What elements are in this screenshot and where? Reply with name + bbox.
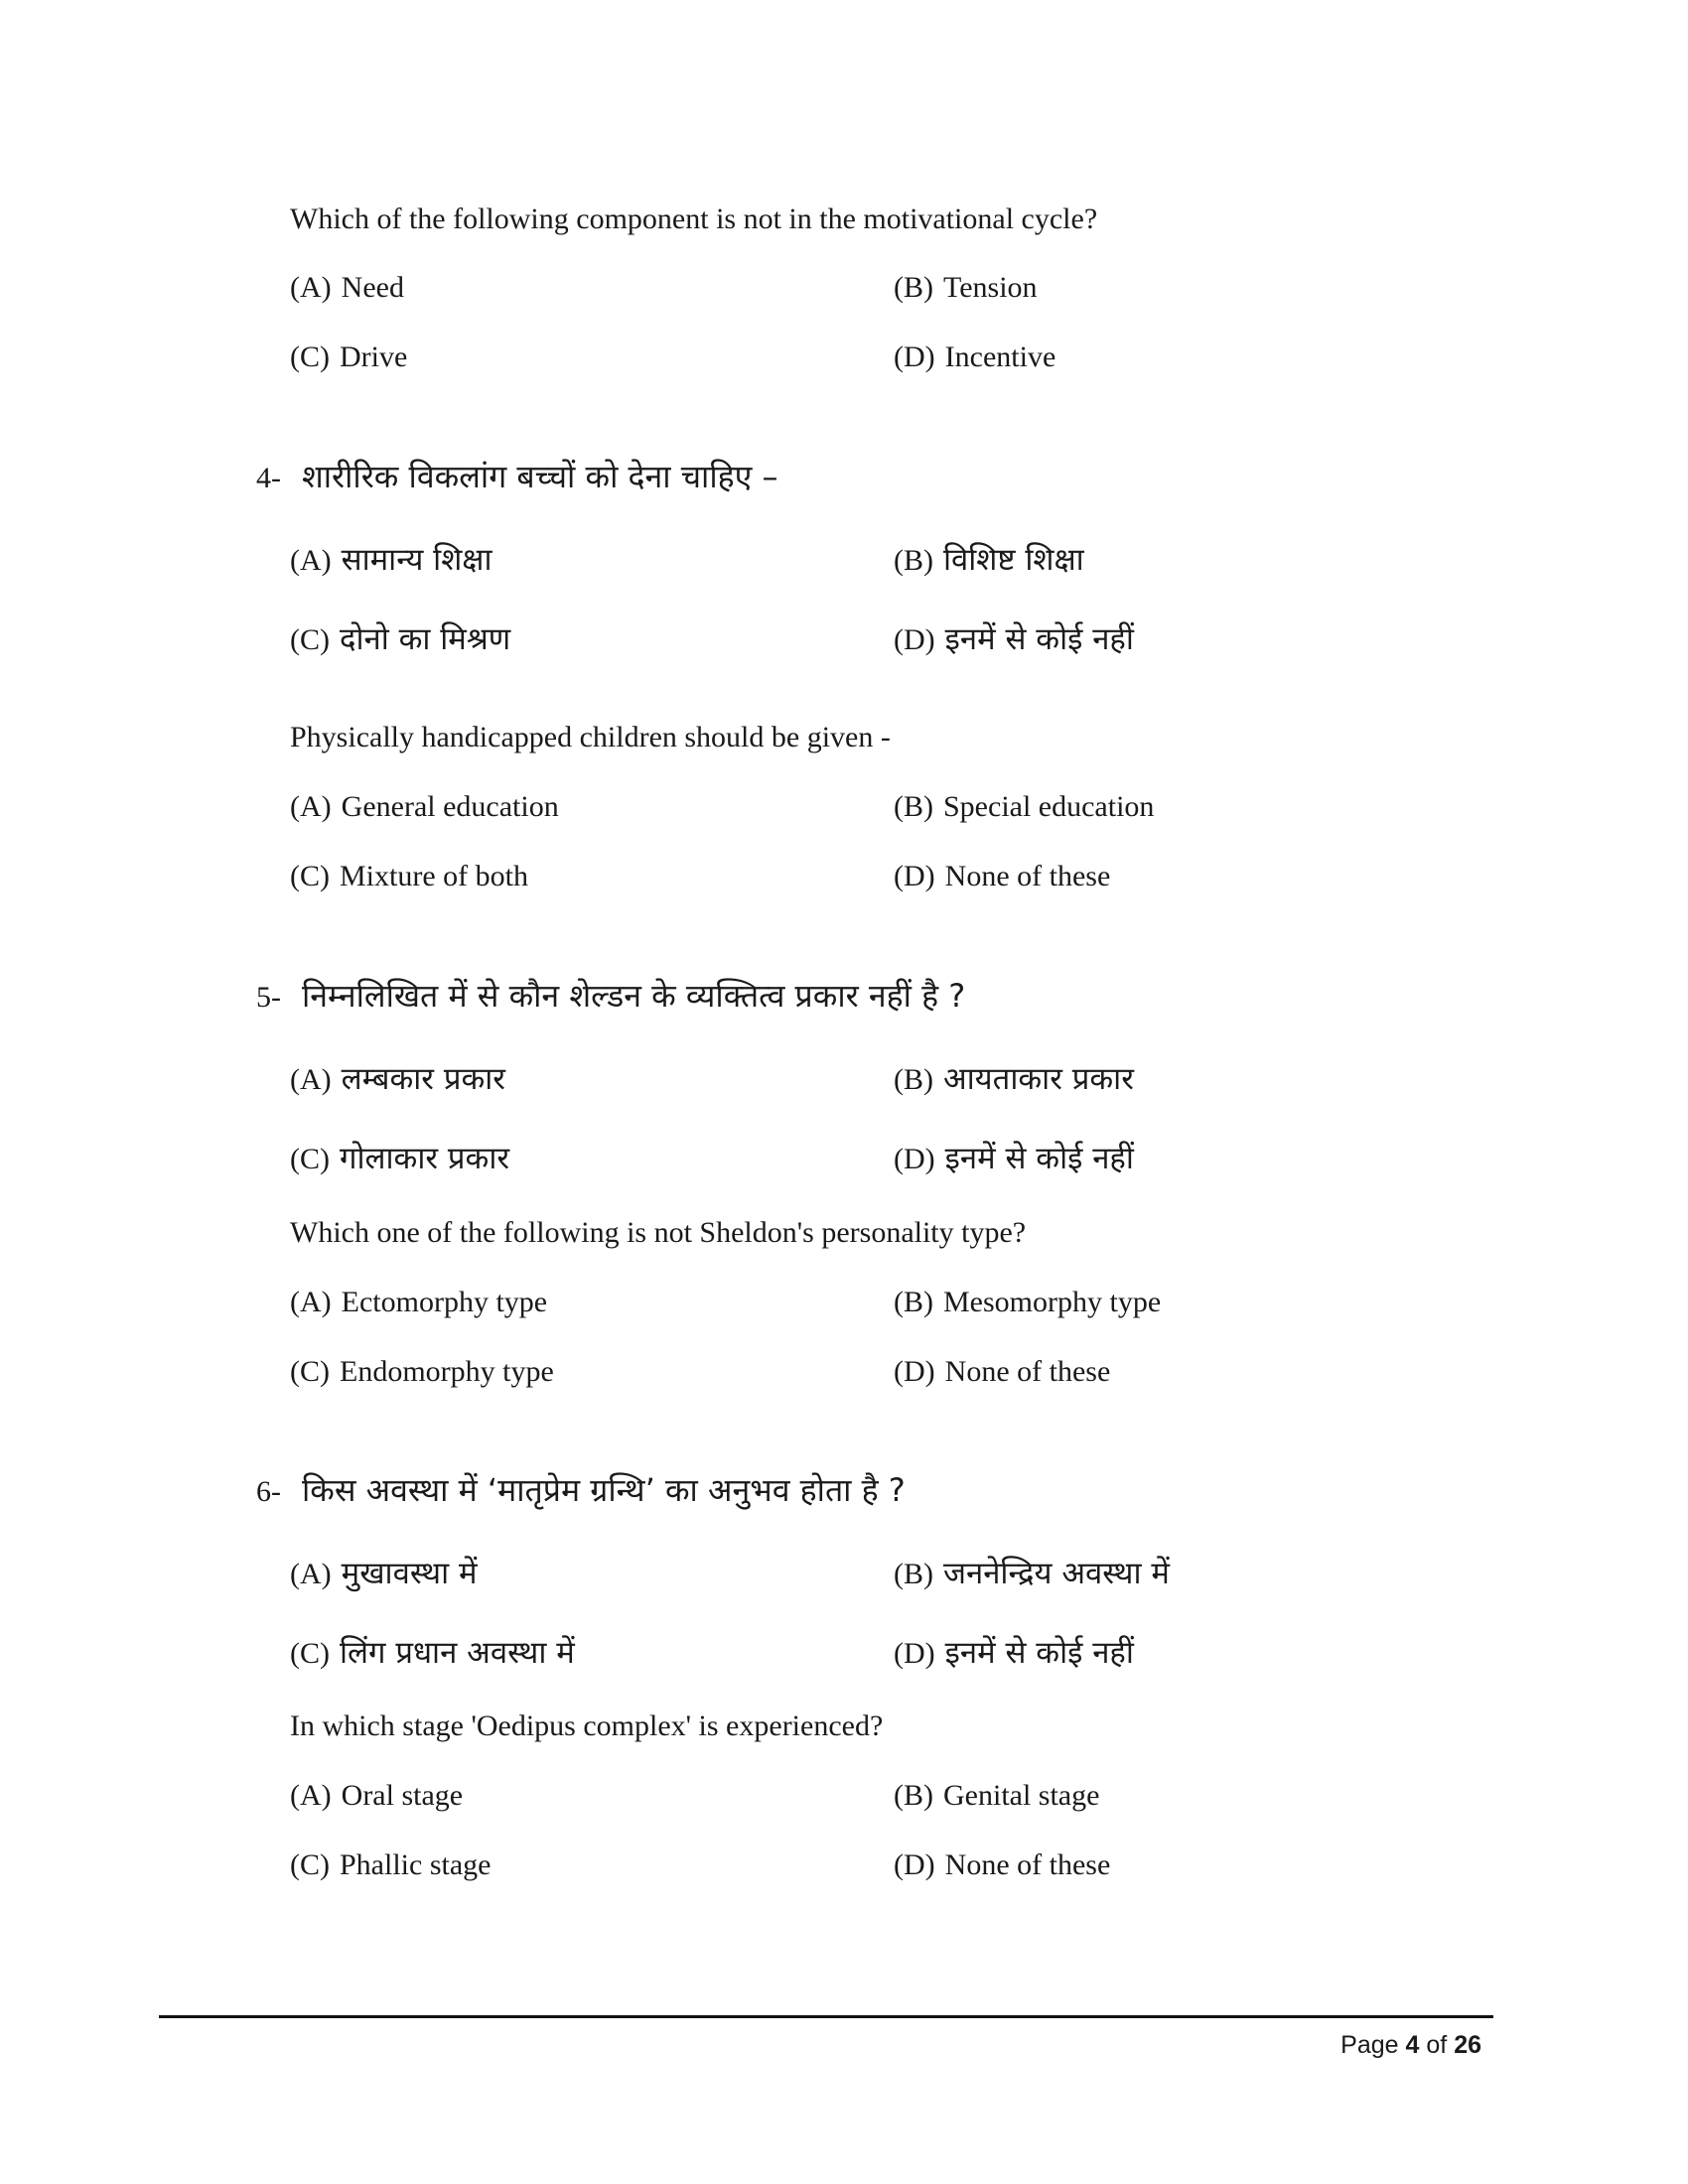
q5-en-option-b <box>894 1285 1161 1320</box>
q6-hi-option-a <box>290 1552 478 1593</box>
option-text: गोलाकार प्रकार <box>340 1141 510 1176</box>
option-text: लिंग प्रधान अवस्था में <box>340 1635 575 1671</box>
q6-en-option-a <box>290 1778 463 1814</box>
option-text: विशिष्ट शिक्षा <box>943 542 1084 578</box>
footer-divider <box>159 2015 1493 2018</box>
q6-en-option-c <box>290 1847 491 1883</box>
question-number: 4- <box>256 462 281 494</box>
option-text: लम्बकार प्रकार <box>341 1061 505 1097</box>
option-label: (D) <box>894 1637 935 1670</box>
option-text: Drive <box>340 341 408 373</box>
option-label: (B) <box>894 1779 933 1812</box>
option-text: दोनो का मिश्रण <box>340 621 511 657</box>
question-number: 6- <box>256 1475 281 1508</box>
option-label: (C) <box>290 860 330 892</box>
option-label: (B) <box>894 1063 933 1096</box>
q4-english-text: Physically handicapped children should be given - <box>290 721 891 753</box>
option-text: General education <box>341 790 559 823</box>
page-word: Page <box>1340 2031 1399 2059</box>
option-text: Mixture of both <box>340 860 528 892</box>
page-current: 4 <box>1405 2031 1420 2059</box>
option-text: Incentive <box>944 341 1056 373</box>
option-label: (D) <box>894 623 935 656</box>
q5-en-option-c <box>290 1354 554 1390</box>
q5-en-option-d <box>894 1354 1110 1390</box>
q4-hi-option-c <box>290 617 510 659</box>
q5-hi-option-c <box>290 1137 509 1178</box>
q6-en-option-d <box>894 1847 1110 1883</box>
option-text: Endomorphy type <box>340 1355 554 1388</box>
q3-en-option-d <box>894 340 1055 375</box>
option-label: (D) <box>894 1143 935 1175</box>
q4-hindi-text: शारीरिक विकलांग बच्चों को देना चाहिए – <box>302 458 778 495</box>
option-label: (B) <box>894 790 933 823</box>
option-text: None of these <box>944 1848 1111 1881</box>
option-label: (D) <box>894 341 935 373</box>
option-label: (C) <box>290 341 330 373</box>
option-label: (B) <box>894 1286 933 1318</box>
q3-en-option-b <box>894 270 1038 306</box>
option-label: (A) <box>290 1558 332 1590</box>
page-total: 26 <box>1454 2031 1481 2059</box>
option-text: सामान्य शिक्षा <box>341 542 492 578</box>
q4-en-option-c <box>290 859 528 894</box>
option-label: (D) <box>894 860 935 892</box>
option-label: (B) <box>894 1558 933 1590</box>
of-word: of <box>1426 2031 1448 2059</box>
q6-hindi-text: किस अवस्था में ‘मातृप्रेम ग्रन्थि’ का अनुभव होता है ? <box>302 1471 906 1509</box>
option-label: (A) <box>290 790 332 823</box>
option-text: Tension <box>943 271 1038 304</box>
option-label: (A) <box>290 271 332 304</box>
option-text: मुखावस्था में <box>341 1556 478 1591</box>
option-label: (C) <box>290 1637 330 1670</box>
q5-en-option-a <box>290 1285 547 1320</box>
q6-hi-option-d <box>894 1631 1134 1673</box>
q4-en-option-b <box>894 789 1154 825</box>
option-label: (C) <box>290 623 330 656</box>
option-text: आयताकार प्रकार <box>943 1061 1134 1097</box>
option-label: (C) <box>290 1355 330 1388</box>
option-label: (A) <box>290 1779 332 1812</box>
option-text: Mesomorphy type <box>943 1286 1162 1318</box>
q6-hi-option-c <box>290 1631 575 1673</box>
option-label: (C) <box>290 1143 330 1175</box>
option-text: None of these <box>944 860 1111 892</box>
q4-hindi-question <box>256 457 778 498</box>
option-label: (B) <box>894 271 933 304</box>
option-text: जननेन्द्रिय अवस्था में <box>943 1556 1170 1591</box>
option-label: (D) <box>894 1355 935 1388</box>
q5-hi-option-a <box>290 1057 505 1099</box>
q4-hi-option-a <box>290 538 492 580</box>
option-label: (B) <box>894 544 933 577</box>
q6-hi-option-b <box>894 1552 1170 1593</box>
option-label: (A) <box>290 1286 332 1318</box>
q5-hindi-text: निम्नलिखित में से कौन शेल्डन के व्यक्तित्व प्रकार नहीं है ? <box>302 977 966 1015</box>
q4-en-option-a <box>290 789 559 825</box>
q4-en-option-d <box>894 859 1110 894</box>
option-text: इनमें से कोई नहीं <box>944 1635 1134 1671</box>
q3-english-text: Which of the following component is not in the motivational cycle? <box>290 203 1098 235</box>
option-text: इनमें से कोई नहीं <box>944 621 1134 657</box>
option-label: (D) <box>894 1848 935 1881</box>
option-label: (A) <box>290 544 332 577</box>
q3-en-option-a <box>290 270 404 306</box>
q6-hindi-question <box>256 1470 906 1512</box>
q4-hi-option-b <box>894 538 1084 580</box>
option-text: Oral stage <box>341 1779 464 1812</box>
q4-hi-option-d <box>894 617 1134 659</box>
option-text: Special education <box>943 790 1155 823</box>
q6-english-text: In which stage 'Oedipus complex' is experienced? <box>290 1709 884 1742</box>
option-text: Phallic stage <box>340 1848 492 1881</box>
option-text: Ectomorphy type <box>341 1286 548 1318</box>
q6-en-option-b <box>894 1778 1099 1814</box>
q5-hi-option-b <box>894 1057 1134 1099</box>
q5-hi-option-d <box>894 1137 1134 1178</box>
q5-hindi-question <box>256 976 965 1018</box>
option-text: इनमें से कोई नहीं <box>944 1141 1134 1176</box>
page-number <box>1340 2031 1481 2060</box>
option-text: Genital stage <box>943 1779 1100 1812</box>
option-text: Need <box>341 271 404 304</box>
option-text: None of these <box>944 1355 1111 1388</box>
option-label: (C) <box>290 1848 330 1881</box>
q3-en-option-c <box>290 340 407 375</box>
option-label: (A) <box>290 1063 332 1096</box>
question-number: 5- <box>256 981 281 1014</box>
q5-english-text: Which one of the following is not Sheldon's personality type? <box>290 1216 1027 1249</box>
